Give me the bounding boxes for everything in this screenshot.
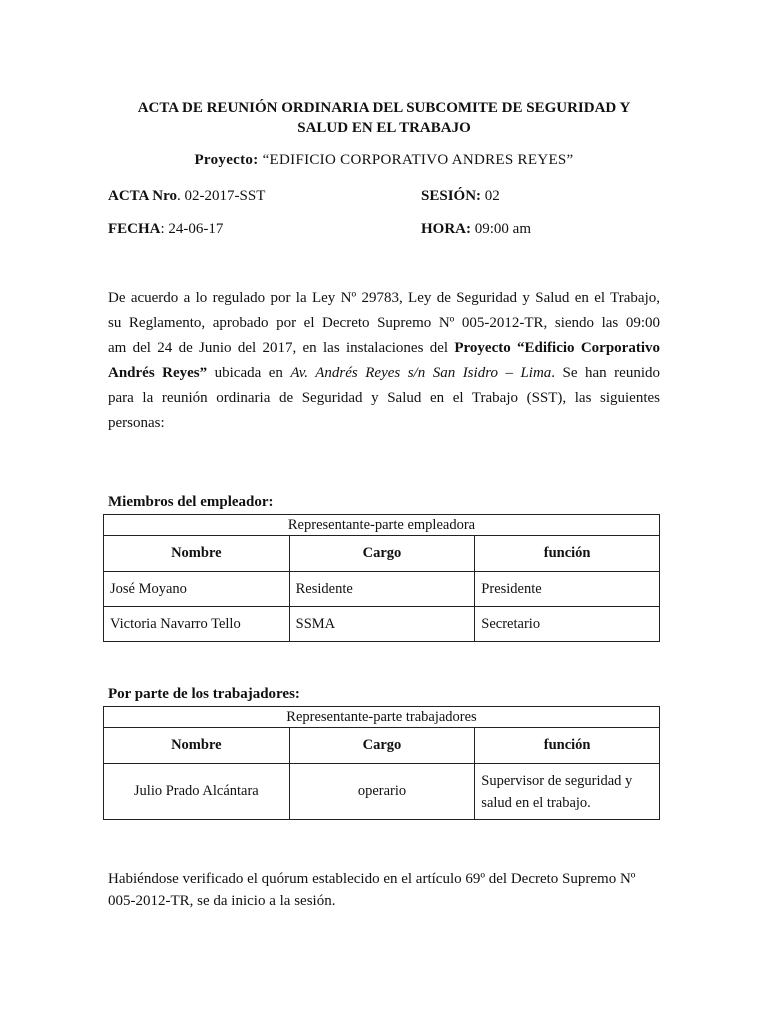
para-line-3 xyxy=(108,336,660,361)
fecha-label: FECHA xyxy=(108,221,161,237)
project-reference: Proyecto “Edificio Corporativo xyxy=(454,340,661,356)
meeting-time xyxy=(421,221,531,238)
acta-value: . 02-2017-SST xyxy=(177,188,266,204)
para-line-4d: . Se han reunido xyxy=(551,365,660,381)
member-funcion: Presidente xyxy=(475,572,660,607)
table-row xyxy=(104,572,660,607)
intro-paragraph xyxy=(108,286,660,436)
para-line-1: De acuerdo a lo regulado por la Ley Nº 29783, Ley de Seguridad y Salud en el Trabajo, xyxy=(108,290,660,306)
member-cargo: SSMA xyxy=(289,607,475,642)
table-row xyxy=(104,764,660,820)
employer-table xyxy=(103,514,660,642)
document-title xyxy=(108,98,660,138)
workers-heading: Por parte de los trabajadores: xyxy=(108,686,300,702)
closing-line-2: 005-2012-TR, se da inicio a la sesión. xyxy=(108,893,336,909)
member-name: Julio Prado Alcántara xyxy=(104,764,290,820)
member-funcion: Secretario xyxy=(475,607,660,642)
project-name: “EDIFICIO CORPORATIVO ANDRES REYES” xyxy=(262,152,574,168)
para-line-6: personas: xyxy=(108,415,165,431)
para-line-2: su Reglamento, aprobado por el Decreto Supremo Nº 005-2012-TR, siendo las 09:00 xyxy=(108,315,660,331)
meeting-date xyxy=(108,221,223,238)
project-address: Av. Andrés Reyes s/n San Isidro – Lima xyxy=(290,365,552,381)
session-number xyxy=(421,188,500,205)
title-line-1: ACTA DE REUNIÓN ORDINARIA DEL SUBCOMITE DE SEGURIDAD Y xyxy=(137,100,631,116)
column-header-nombre: Nombre xyxy=(104,728,290,764)
member-name: José Moyano xyxy=(104,572,290,607)
column-header-cargo: Cargo xyxy=(289,728,475,764)
member-funcion: Supervisor de seguridad y salud en el trabajo. xyxy=(475,764,660,820)
fecha-value: : 24-06-17 xyxy=(160,221,224,237)
para-line-4b: ubicada en xyxy=(207,365,291,381)
sesion-value: 02 xyxy=(481,188,500,204)
column-header-nombre: Nombre xyxy=(104,536,290,572)
acta-label: ACTA Nro xyxy=(108,188,178,204)
closing-line-1: Habiéndose verificado el quórum establecido en el artículo 69º del Decreto Supremo Nº xyxy=(108,871,636,887)
project-line xyxy=(108,152,660,169)
sesion-label: SESIÓN: xyxy=(421,188,482,204)
para-line-3a: am del 24 de Junio del 2017, en las instalaciones del xyxy=(108,340,455,356)
para-line-4 xyxy=(108,361,660,386)
project-reference-end: Andrés Reyes” xyxy=(108,365,208,381)
para-line-5: para la reunión ordinaria de Seguridad y Salud en el Trabajo (SST), las siguientes xyxy=(108,390,660,406)
acta-number xyxy=(108,188,265,205)
closing-paragraph xyxy=(108,868,660,912)
column-header-cargo: Cargo xyxy=(289,536,475,572)
hora-value: 09:00 am xyxy=(471,221,531,237)
column-header-funcion: función xyxy=(475,536,660,572)
title-line-2: SALUD EN EL TRABAJO xyxy=(297,120,471,136)
column-header-funcion: función xyxy=(475,728,660,764)
employer-table-caption: Representante-parte empleadora xyxy=(104,515,660,536)
table-row xyxy=(104,607,660,642)
member-name: Victoria Navarro Tello xyxy=(104,607,290,642)
member-cargo: operario xyxy=(289,764,475,820)
hora-label: HORA: xyxy=(421,221,471,237)
employer-heading: Miembros del empleador: xyxy=(108,494,274,510)
workers-table-caption: Representante-parte trabajadores xyxy=(104,707,660,728)
project-label: Proyecto: xyxy=(194,152,259,168)
workers-table xyxy=(103,706,660,820)
member-cargo: Residente xyxy=(289,572,475,607)
